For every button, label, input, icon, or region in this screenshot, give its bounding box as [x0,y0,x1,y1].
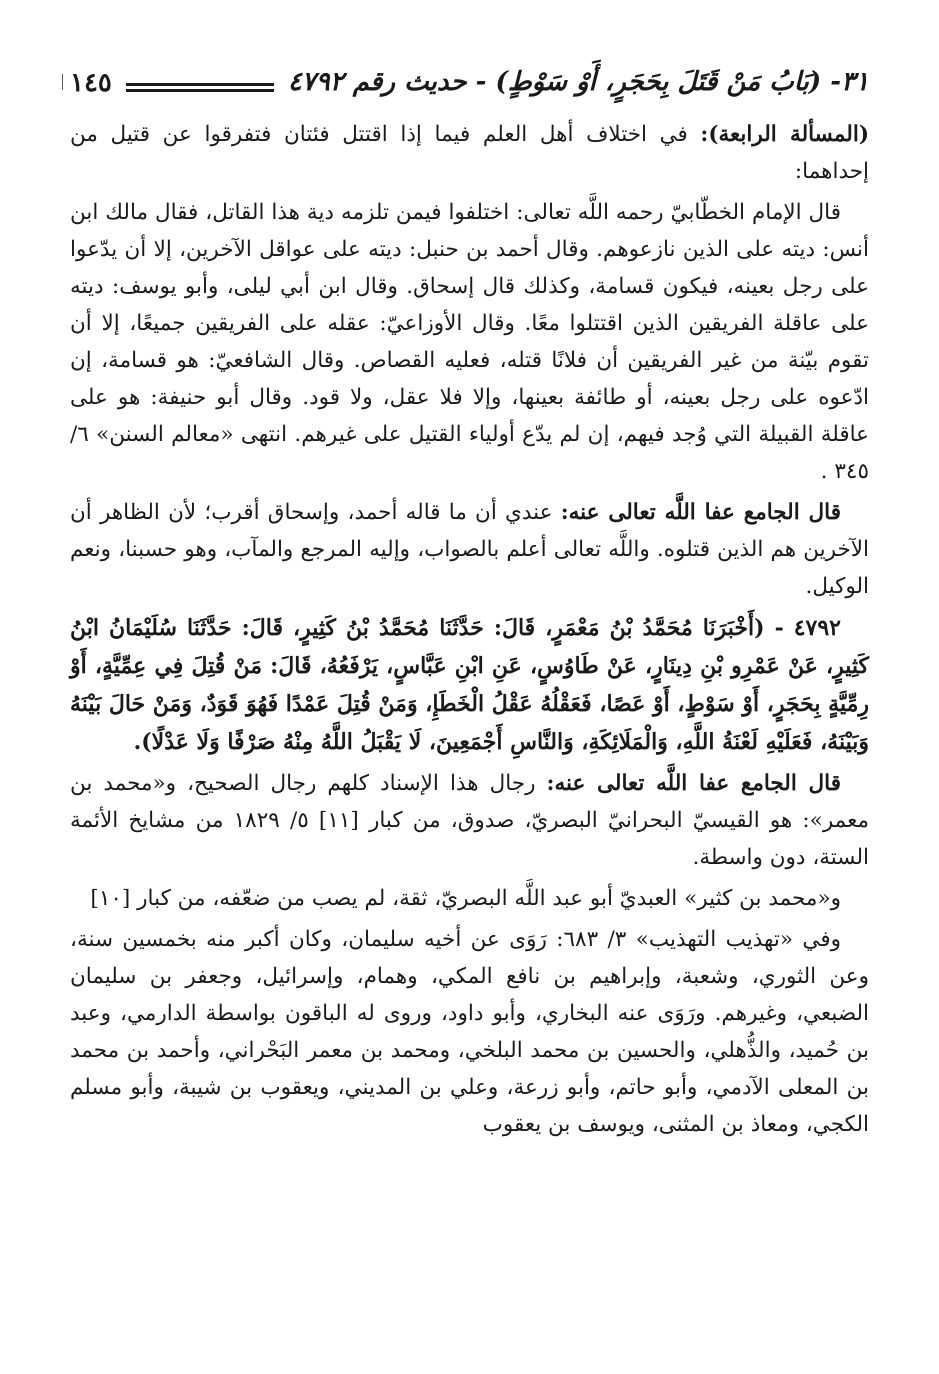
paragraph-text: وفي «تهذيب التهذيب» ٣/ ٦٨٣: رَوَى عن أخيه سليمان، وكان أكبر منه بخمسين سنة، وعن الثوري، وشعبة، وإبراهيم بن نافع المكي، وهمام، وإسرائيل، وجعفر بن سليمان الضبعي، وغيرهم. ورَوَى عنه البخاري، وأبو داود، وروى له الباقون بواسطة الدارمي، وعبد بن حُميد، والذُّهلي، والحسين بن محمد البلخي، ومحمد بن معمر البَحْراني، وأحمد بن محمد بن المعلى الآدمي، وأبو حاتم، وأبو زرعة، وعلي بن المديني، ويعقوب بن شيبة، وأبو مسلم الكجي، ومعاذ بن المثنى، ويوسف بن يعقوب [70,927,869,1137]
header-rule-wrap [126,83,274,92]
header-double-rule [126,83,274,92]
page-number: ١٤٥ [70,68,112,98]
paragraph-isnad [70,765,869,876]
book-page [70,50,869,1334]
paragraph-lead: قال الجامع عفا اللَّه تعالى عنه: [546,771,841,796]
hadith-body: ٤٧٩٢ - (أَخْبَرَنَا مُحَمَّدُ بْنُ مَعْمَرٍ، قَالَ: حَدَّثَنَا مُحَمَّدُ بْنُ كَثِيرٍ، قَالَ: حَدَّثَنَا سُلَيْمَانُ ابْنُ كَثِيرٍ، عَنْ عَمْرِو بْنِ دِينَارٍ، عَنْ طَاوُسٍ، عَنِ ابْنِ عَبَّاسٍ، يَرْفَعُهُ، قَالَ: مَنْ قُتِلَ فِي عِمِّيَّةٍ، أَوْ رِمِّيَّةٍ بِحَجَرٍ، أَوْ سَوْطٍ، أَوْ عَصًا، فَعَقْلُهُ عَقْلُ الْخَطَإِ، وَمَنْ قُتِلَ عَمْدًا فَهُوَ قَوَدٌ، وَمَنْ حَالَ بَيْنَهُ وَبَيْنَهُ، فَعَلَيْهِ لَعْنَةُ اللَّهِ، وَالْمَلَائِكَةِ، وَالنَّاسِ أَجْمَعِينَ، لَا يَقْبَلُ اللَّهُ مِنْهُ صَرْفًا وَلَا عَدْلًا). [70,615,869,755]
paragraph-narrator [70,880,869,917]
hadith-text [70,609,869,761]
paragraph-text: رجال هذا الإسناد كلهم رجال الصحيح، و«محمد بن معمر»: هو القيسيّ البحرانيّ البصريّ، صدوق، من كبار [١١] ٥/ ١٨٢٩ من مشايخ الأئمة الستة، دون واسطة. [70,771,869,870]
chapter-title: ٣١- (بَابُ مَنْ قَتَلَ بِحَجَرٍ، أَوْ سَوْطٍ) - حديث رقم ٤٧٩٢ [287,66,869,97]
running-header [70,50,869,102]
paragraph-lead: قال الجامع عفا اللَّه تعالى عنه: [560,500,841,525]
paragraph-masalah [70,116,869,190]
body-text [70,116,869,1143]
paragraph-lead: (المسألة الرابعة): [700,122,869,147]
paragraph-text: و«محمد بن كثير» العبديّ أبو عبد اللَّه البصريّ، ثقة، لم يصب من ضعّفه، من كبار [١٠] [90,886,841,911]
paragraph-tahdhib [70,921,869,1143]
paragraph-jami-comment [70,494,869,605]
paragraph-text: في اختلاف أهل العلم فيما إذا اقتتل فئتان فتفرقوا عن قتيل من إحداهما: [70,122,869,184]
paragraph-text: قال الإمام الخطّابيّ رحمه اللَّه تعالى: اختلفوا فيمن تلزمه دية هذا القاتل، فقال مالك ابن أنس: ديته على الذين نازعوهم. وقال أحمد بن حنبل: ديته على عواقل الآخرين، إلا أن يدّعوا على رجل بعينه، فيكون قسامة، وكذلك قال إسحاق. وقال ابن أبي ليلى، وأبو يوسف: ديته على عاقلة الفريقين الذين اقتتلوا معًا. وقال الأوزاعيّ: عقله على الفريقين جميعًا، إلا أن تقوم بيّنة من غير الفريقين أن فلانًا قتله، فعليه القصاص. وقال الشافعيّ: هو قسامة، إن ادّعوه على رجل بعينه، أو طائفة بعينها، وإلا فلا عقل، ولا قود. وقال أبو حنيفة: هو على عاقلة القبيلة التي وُجد فيهم، إن لم يدّع أولياء القتيل على غيرهم. انتهى «معالم السنن» ٦/ ٣٤٥ . [70,200,870,484]
page-edge-mark [62,74,63,90]
paragraph-text: عندي أن ما قاله أحمد، وإسحاق أقرب؛ لأن الظاهر أن الآخرين هم الذين قتلوه. واللَّه تعالى أعلم بالصواب، وإليه المرجع والمآب، وهو حسبنا، ونعم الوكيل. [70,500,869,599]
paragraph-khattabi [70,194,869,490]
